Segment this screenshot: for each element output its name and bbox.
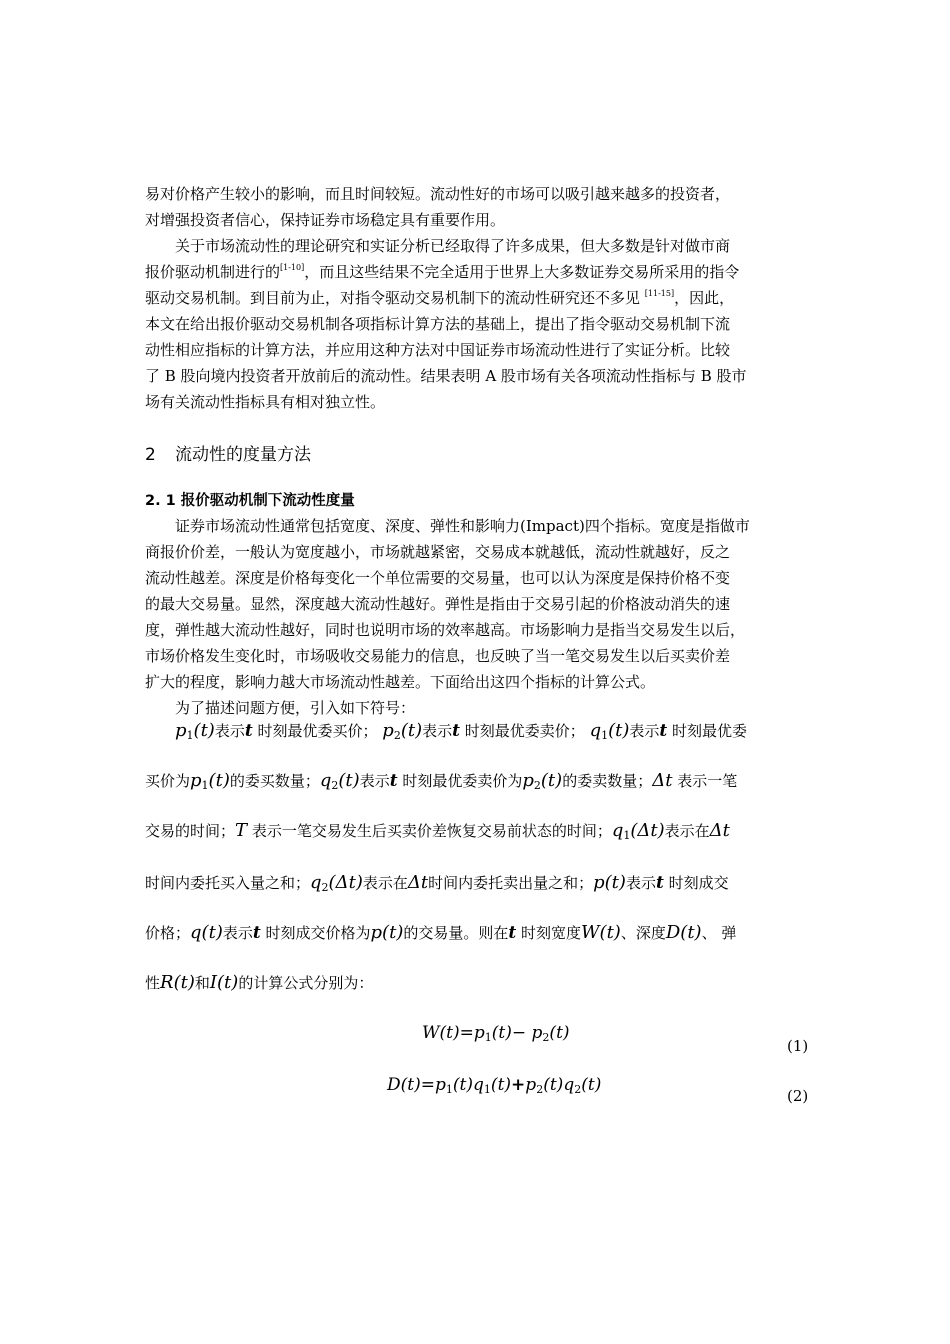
equation-width: $W(t)=p_1(t)- p_2(t)$ bbox=[422, 1023, 570, 1044]
text-fragment: 表示 bbox=[359, 772, 390, 790]
math-p1t: $p_1(t)$ bbox=[190, 770, 230, 792]
text-fragment: 表示 bbox=[214, 722, 245, 740]
text-fragment: 表示 bbox=[625, 874, 656, 892]
math-t: t bbox=[508, 923, 517, 943]
text-fragment: 时刻最优委卖价为 bbox=[402, 772, 523, 790]
math-pt: p(t) bbox=[593, 872, 626, 893]
math-t: t bbox=[655, 873, 664, 893]
math-Rt: R(t) bbox=[160, 972, 195, 993]
math-t: t bbox=[252, 923, 261, 943]
text-fragment: 的交易量。则在 bbox=[403, 924, 509, 942]
paragraph-intro-continuation bbox=[145, 181, 817, 233]
text-fragment: 表示 bbox=[629, 722, 660, 740]
text-fragment: 交易的时间； bbox=[145, 822, 236, 840]
text-fragment: 时刻成交 bbox=[668, 874, 729, 892]
text-line: 场有关流动性指标具有相对独立性。 bbox=[145, 393, 386, 411]
math-delta-t: Δt bbox=[407, 872, 429, 893]
paragraph-research-review bbox=[145, 233, 817, 415]
math-Wt: W(t) bbox=[581, 922, 621, 943]
text-fragment: 的计算公式分别为： bbox=[238, 974, 374, 992]
math-qt: q(t) bbox=[190, 922, 223, 943]
text-fragment: 的委卖数量； bbox=[562, 772, 653, 790]
math-q1t: $q_1(t)$ bbox=[589, 720, 630, 742]
math-T: T bbox=[235, 820, 248, 841]
math-pt: p(t) bbox=[370, 922, 404, 943]
text-line: 动性相应指标的计算方法，并应用这种方法对中国证券市场流动性进行了实证分析。比较 bbox=[145, 341, 731, 359]
text-fragment: 、深度 bbox=[620, 924, 666, 942]
text-fragment: 表示在 bbox=[362, 874, 408, 892]
paragraph-liquidity-indicators bbox=[145, 513, 817, 695]
math-t: t bbox=[389, 771, 398, 791]
math-p1t: $p_1(t)$ bbox=[175, 720, 215, 742]
math-t: t bbox=[659, 721, 668, 741]
text-fragment: 时刻最优委卖价； bbox=[464, 722, 585, 740]
text-line: 商报价价差，一般认为宽度越小，市场就越紧密，交易成本就越低，流动性就越好，反之 bbox=[145, 543, 731, 561]
math-delta-t: Δt bbox=[709, 820, 730, 841]
text-line: 关于市场流动性的理论研究和实证分析已经取得了许多成果，但大多数是针对做市商 bbox=[175, 237, 731, 255]
text-line: 了 B 股向境内投资者开放前后的流动性。结果表明 A 股市场有关各项流动性指标与 B 股市 bbox=[145, 367, 747, 385]
text-line bbox=[145, 285, 817, 311]
section-heading bbox=[145, 440, 311, 465]
math-t: t bbox=[244, 721, 253, 741]
text-line: 对增强投资者信心，保持证券市场稳定具有重要作用。 bbox=[145, 211, 506, 229]
text-line: 为了描述问题方便，引入如下符号： bbox=[175, 699, 416, 717]
symbol-definition-line bbox=[145, 720, 847, 742]
citation-ref: [11-15] bbox=[644, 289, 675, 298]
math-It: I(t) bbox=[209, 972, 239, 993]
text-fragment: 表示 bbox=[222, 924, 253, 942]
text-fragment: 时间内委托买入量之和； bbox=[145, 874, 311, 892]
math-p2t: $p_2(t)$ bbox=[522, 770, 563, 792]
math-p2t: $p_2(t)$ bbox=[382, 720, 423, 742]
equation-depth: $D(t)=p_1(t)q_1(t)+p_2(t)q_2(t)$ bbox=[387, 1075, 602, 1096]
text-fragment: 买价为 bbox=[145, 772, 191, 790]
text-fragment: 表示在 bbox=[664, 822, 710, 840]
text-fragment: 表示一笔 bbox=[677, 772, 738, 790]
symbol-definition-line bbox=[145, 922, 817, 943]
subsection-heading: 2. 1 报价驱动机制下流动性度量 bbox=[145, 493, 355, 509]
text-line: 度，弹性越大流动性越好，同时也说明市场的效率越高。市场影响力是指当交易发生以后， bbox=[145, 621, 746, 639]
symbol-definition-line bbox=[145, 820, 817, 842]
text-line: 扩大的程度，影响力越大市场流动性越差。下面给出这四个指标的计算公式。 bbox=[145, 673, 656, 691]
text-fragment: 驱动交易机制。到目前为止，对指令驱动交易机制下的流动性研究还不多见 bbox=[145, 289, 641, 307]
text-fragment: 性 bbox=[145, 974, 161, 992]
symbol-definition-line bbox=[145, 872, 817, 894]
text-fragment: ，因此， bbox=[674, 289, 735, 307]
text-fragment: 价格； bbox=[145, 924, 191, 942]
text-line bbox=[145, 259, 817, 285]
text-line: 市场价格发生变化时，市场吸收交易能力的信息，也反映了当一笔交易发生以后买卖价差 bbox=[145, 647, 731, 665]
math-Dt: D(t) bbox=[665, 922, 702, 943]
text-line: 易对价格产生较小的影响，而且时间较短。流动性好的市场可以吸引越来越多的投资者， bbox=[145, 185, 731, 203]
text-fragment: 时间内委托卖出量之和； bbox=[428, 874, 594, 892]
text-fragment: 表示 bbox=[422, 722, 453, 740]
text-fragment: 表示一笔交易发生后买卖价差恢复交易前状态的时间； bbox=[251, 822, 612, 840]
text-fragment: 的委买数量； bbox=[229, 772, 320, 790]
equation-number: (1) bbox=[787, 1037, 809, 1055]
math-delta-t: Δt bbox=[652, 770, 673, 791]
text-fragment: 时刻最优委 bbox=[672, 722, 748, 740]
math-q1-delta-t: $q_1(\Delta t)$ bbox=[611, 820, 665, 842]
text-line: 本文在给出报价驱动交易机制各项指标计算方法的基础上，提出了指令驱动交易机制下流 bbox=[145, 315, 731, 333]
text-line: 证券市场流动性通常包括宽度、深度、弹性和影响力(Impact)四个指标。宽度是指做市 bbox=[175, 517, 750, 535]
text-fragment: ，而且这些结果不完全适用于世界上大多数证券交易所采用的指令 bbox=[304, 263, 740, 281]
section-title: 流动性的度量方法 bbox=[175, 445, 311, 465]
equation-number: (2) bbox=[787, 1087, 809, 1105]
math-q2t: $q_2(t)$ bbox=[319, 770, 360, 792]
citation-ref: [1-10] bbox=[280, 263, 305, 272]
text-fragment: 时刻最优委买价； bbox=[257, 722, 378, 740]
text-fragment: 、 弹 bbox=[701, 924, 737, 942]
text-fragment: 时刻成交价格为 bbox=[265, 924, 371, 942]
symbol-definition-line bbox=[145, 770, 817, 792]
text-line: 流动性越差。深度是价格每变化一个单位需要的交易量，也可以认为深度是保持价格不变 bbox=[145, 569, 731, 587]
text-fragment: 报价驱动机制进行的 bbox=[145, 263, 281, 281]
math-t: t bbox=[452, 721, 460, 741]
math-q2-delta-t: $q_2(\Delta t)$ bbox=[310, 872, 363, 894]
symbol-definition-line bbox=[145, 972, 817, 993]
text-fragment: 时刻宽度 bbox=[521, 924, 582, 942]
text-line: 的最大交易量。显然，深度越大流动性越好。弹性是指由于交易引起的价格波动消失的速 bbox=[145, 595, 731, 613]
paragraph-notation-intro bbox=[145, 695, 817, 721]
section-number: 2 bbox=[145, 445, 156, 465]
text-fragment: 和 bbox=[194, 974, 210, 992]
